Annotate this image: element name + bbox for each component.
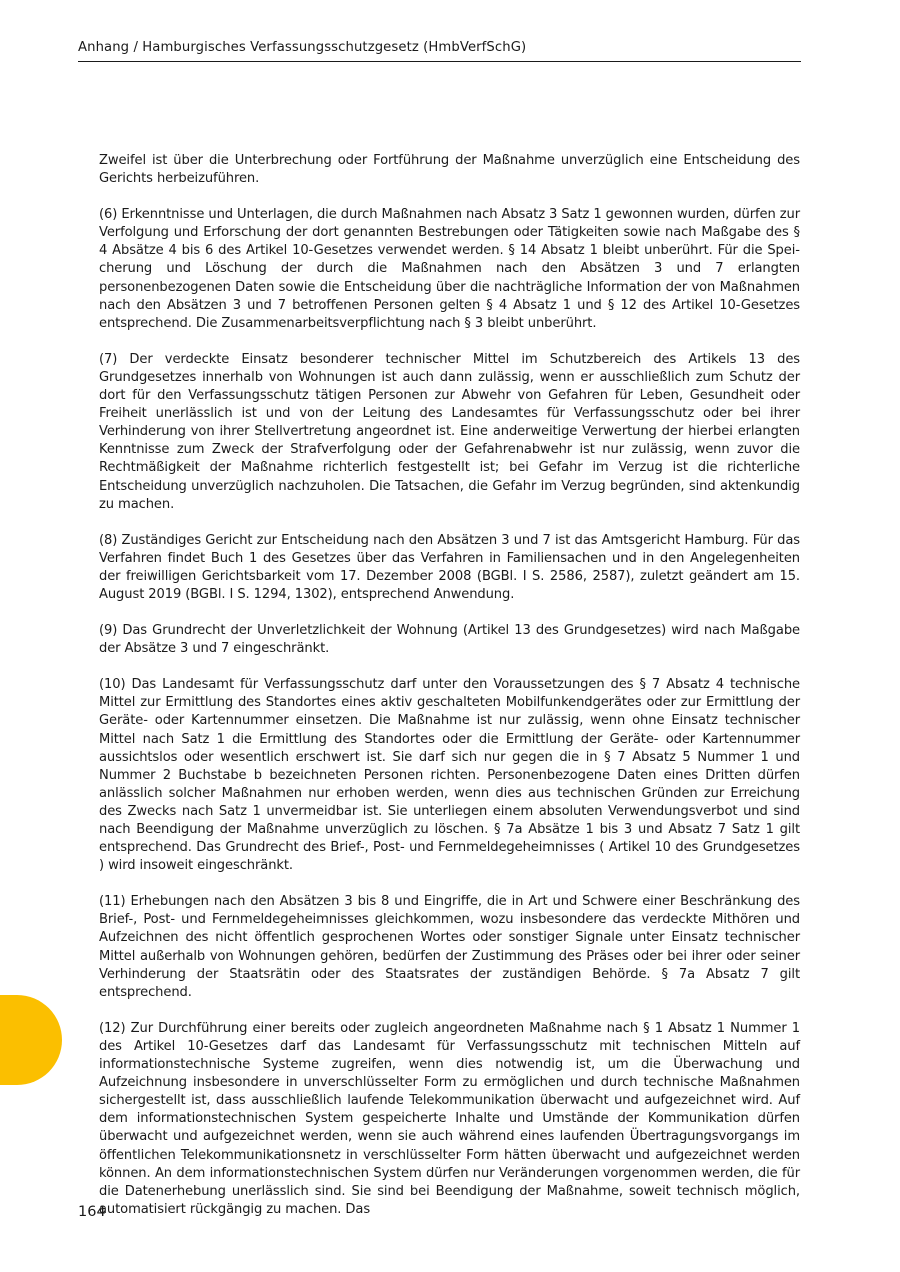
paragraph-7: (7) Der verdeckte Einsatz besonderer technischer Mittel im Schutzbereich des Artikels 13 des Grundgesetzes innerhalb von Wohnungen ist auch dann zulässig, wenn er ausschließlich zum Schutz der dort für den Verfassungsschutz tätigen Personen zur Abwehr von Gefahren für Leben, Gesundheit oder Freiheit unerlässlich ist und von der Leitung des Landesamtes für Verfassungsschutz oder bei ihrer Verhinderung von ihrer Stellvertretung angeordnet ist. Eine anderweitige Verwertung der hierbei erlangten Kenntnisse zum Zweck der Strafverfolgung oder der Gefahrenabwehr ist nur zulässig, wenn zuvor die Rechtmäßigkeit der Maßnahme richterlich festgestellt ist; bei Gefahr im Verzug ist die richterliche Entscheidung unverzüglich nachzuholen. Die Tatsachen, die Gefahr im Verzug begründen, sind aktenkundig zu machen. <box>99 351 800 512</box>
paragraph-11: (11) Erhebungen nach den Absätzen 3 bis 8 und Eingriffe, die in Art und Schwere einer Beschränkung des Brief-, Post- und Fernmeldegeheimnisses gleichkommen, wozu insbesondere das verdeckte Mithören und Aufzeichnen des nicht öffentlich gesprochenen Wortes oder sonstiger Signale unter Einsatz technischer Mittel außerhalb von Wohnungen gehören, bedürfen der Zustimmung des Präses oder bei ihrer oder seiner Verhinderung der Staatsrätin oder des Staatsrates der zuständigen Behörde. § 7a Absatz 7 gilt entsprechend. <box>99 894 800 1000</box>
body-text <box>99 152 800 1237</box>
paragraph-continuation: Zweifel ist über die Unterbrechung oder Fortführung der Maßnahme unverzüglich eine Entscheidung des Gerichts herbeizuführen. <box>99 153 800 187</box>
paragraph-6: (6) Erkenntnisse und Unterlagen, die durch Maßnahmen nach Absatz 3 Satz 1 gewonnen wurden, dürfen zur Verfolgung und Erforschung der dort genannten Bestrebungen oder Tätigkeiten sowie nach Maßgabe des § 4 Absätze 4 bis 6 des Artikel 10-Gesetzes verwendet werden. § 14 Absatz 1 bleibt unberührt. Für die Speicherung und Löschung der durch die Maßnahmen nach den Absätzen 3 und 7 erlangten personenbezogenen Daten sowie die Entscheidung über die nachträgliche Information der von Maßnahmen nach den Absätzen 3 und 7 betroffenen Personen gelten § 4 Absatz 1 und § 12 des Artikel 10-Gesetzes entsprechend. Die Zusammenarbeitsverpflichtung nach § 3 bleibt unberührt. <box>99 207 800 331</box>
chapter-tab-marker <box>0 995 62 1085</box>
paragraph-8: (8) Zuständiges Gericht zur Entscheidung nach den Absätzen 3 und 7 ist das Amtsgericht Hamburg. Für das Verfahren findet Buch 1 des Gesetzes über das Verfahren in Familiensachen und in den Angelegenheiten der freiwilligen Gerichtsbarkeit vom 17. Dezember 2008 (BGBl. I S. 2586, 2587), zuletzt geändert am 15. August 2019 (BGBl. I S. 1294, 1302), entsprechend Anwendung. <box>99 532 800 602</box>
header-rule <box>78 61 801 62</box>
running-header: Anhang / Hamburgisches Verfassungsschutzgesetz (HmbVerfSchG) <box>78 40 527 55</box>
paragraph-10: (10) Das Landesamt für Verfassungsschutz darf unter den Voraussetzungen des § 7 Absatz 4 technische Mittel zur Ermittlung des Standortes eines aktiv geschalteten Mobilfunkendgerätes oder zur Ermittlung der Geräte- oder Kartennummer einsetzen. Die Maßnahme ist nur zulässig, wenn ohne Einsatz technischer Mittel nach Satz 1 die Ermittlung des Standortes oder die Ermittlung der Geräte- oder Kartennummer aussichtslos oder wesentlich erschwert ist. Sie darf sich nur gegen die in § 7 Absatz 5 Nummer 1 und Nummer 2 Buchstabe b bezeichneten Personen richten. Personenbezogene Daten eines Dritten dürfen anlässlich solcher Maßnahmen nur erhoben werden, wenn dies aus technischen Gründen zur Erreichung des Zwecks nach Satz 1 unvermeidbar ist. Sie unterliegen einem absoluten Verwendungsverbot und sind nach Beendigung der Maßnahme unverzüglich zu löschen. § 7a Absätze 1 bis 3 und Absatz 7 Satz 1 gilt entsprechend. Das Grundrecht des Brief-, Post- und Fernmeldegeheimnisses ( Artikel 10 des Grundgesetzes ) wird insoweit eingeschränkt. <box>99 677 800 874</box>
paragraph-9: (9) Das Grundrecht der Unverletzlichkeit der Wohnung (Artikel 13 des Grundgesetzes) wird nach Maßgabe der Absätze 3 und 7 eingeschränkt. <box>99 623 800 657</box>
paragraph-12: (12) Zur Durchführung einer bereits oder zugleich angeordneten Maßnahme nach § 1 Absatz 1 Nummer 1 des Artikel 10-Gesetzes darf das Landesamt für Verfassungsschutz mit technischen Mitteln auf informationstechnische Systeme zugreifen, wenn dies notwendig ist, um die Überwachung und Aufzeichnung insbesondere in unverschlüsselter Form zu ermöglichen und durch technische Maßnahmen sichergestellt ist, dass ausschließlich laufende Telekommunikation überwacht und aufgezeichnet wird. Auf dem informationstechnischen System gespeicherte Inhalte und Umstände der Kommunikation dürfen überwacht und aufgezeichnet werden, wenn sie auch während eines laufenden Übertragungsvorgangs im öffentlichen Telekommunikationsnetz in verschlüsselter Form hätten überwacht und aufgezeichnet werden können. An dem informationstechnischen System dürfen nur Veränderungen vorgenommen werden, die für die Datenerhebung unerlässlich sind. Sie sind bei Beendigung der Maßnahme, soweit technisch möglich, automatisiert rückgängig zu machen. Das <box>99 1020 800 1217</box>
page-number: 164 <box>78 1204 106 1220</box>
